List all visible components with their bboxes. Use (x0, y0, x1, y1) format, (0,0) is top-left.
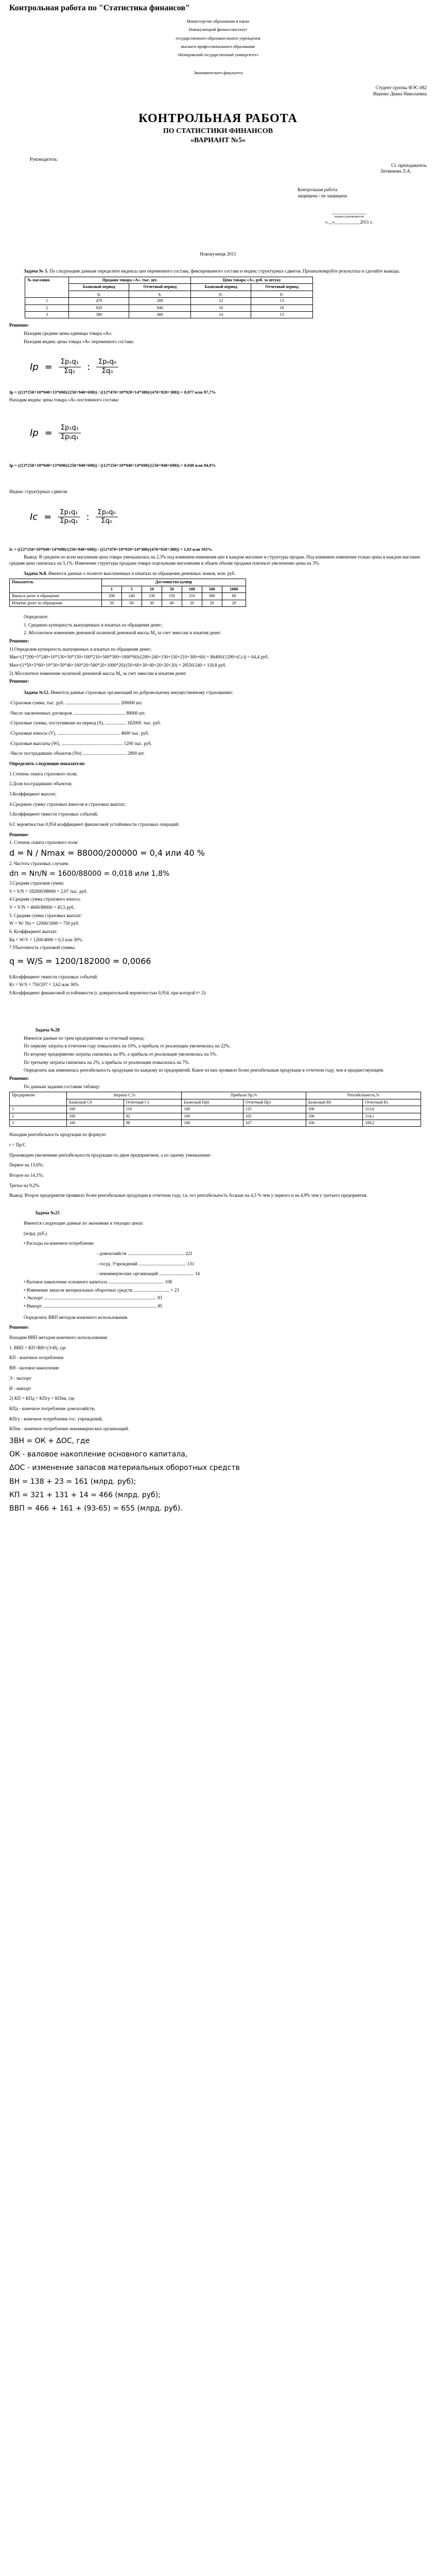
formula-line: W = W/ Nп = 12000/1600 = 750 руб. (9, 921, 79, 926)
fraction-numerator: Σp₀q₀ (96, 509, 118, 518)
fraction-numerator: Σp₁q₁ (58, 509, 80, 518)
table-cell: 105 (243, 1113, 306, 1120)
solution-label: Решение: (9, 1325, 29, 1330)
fraction-denominator: Σq₁ (64, 367, 76, 376)
formula-eq: = (44, 427, 53, 438)
fraction-numerator: Σp₀q₀ (96, 358, 118, 367)
step-text: Имеются данные по трем предприятиям за отчетный период: (24, 1035, 145, 1041)
solution-label: Решение: (9, 323, 29, 328)
table-cell: 13 (251, 298, 313, 304)
table-cell: 380 (69, 312, 129, 318)
step-text: Второе на 14,1%; (9, 1173, 44, 1178)
table-header-cell: № магазина (25, 277, 69, 298)
table-cell: 10 (251, 304, 313, 311)
calculation: КП = 321 + 131 + 14 = 466 (млрд. руб); (9, 1490, 161, 1499)
list-item: - некоммерческих организаций .............................. 14 (97, 1271, 200, 1277)
student-block (9, 85, 427, 97)
table-cell: 300 (202, 593, 222, 600)
step-text: 5. Средняя сумма страховых выплат: (9, 912, 82, 918)
table-cell: 150 (162, 593, 182, 600)
formula-line: Кв = W/V = 1200/4600 = 0,3 или 30%. (9, 937, 83, 942)
table-row (10, 600, 246, 606)
step-text: 7.Убыточность страховой суммы: (9, 945, 76, 951)
table-header-cell: 100 (182, 586, 202, 592)
table-cell: 2 (10, 1113, 67, 1120)
table-cell: 92 (124, 1113, 182, 1120)
calculation: Iс = ((12*250+10*940+14*690)/(250+940+690)) / ((12*470+10*920+14*380)/(470+920+380)) = 1,03 или 103%. (9, 547, 213, 552)
step-text: Э - экспорт (9, 1375, 32, 1381)
step-text: И - импорт (9, 1385, 31, 1391)
table-row (10, 593, 246, 600)
table-header-cell: Затраты С,% (67, 1092, 182, 1099)
question-item: 2.Доля пострадавших объектов; (9, 781, 73, 787)
table-cell: 470 (69, 298, 129, 304)
formula-fraction (59, 424, 81, 442)
list-item: -Страховые выплаты (W), ..................................................... 1200 тыс. руб. (9, 740, 152, 746)
step-text: По третьему затраты снизились на 2%, а прибыль от реализации повысилась на 7%. (24, 1059, 190, 1065)
table-cell: 100 (182, 1120, 243, 1126)
check-line: защищена / не защищена (298, 193, 347, 198)
table-cell: 98 (124, 1120, 182, 1126)
student-name: Ищенко Диана Николаевна (373, 91, 427, 96)
formula-line: Кт = W/S = 750/207 = 3,62 или 36% (9, 982, 79, 988)
formula-symbol: Ip (30, 362, 39, 373)
table-header-cell: 1000 (222, 586, 246, 592)
fraction-denominator: Σp₀q₁ (60, 517, 78, 526)
step-text: 2. Частота страховых случаев: (9, 860, 69, 866)
table-row (25, 298, 313, 304)
step-text: КП - конечное потребление (9, 1355, 64, 1361)
table-header-cell: Базисный С0 (67, 1099, 124, 1106)
step-text: 2) Абсолютное изменение наличной денежной массы М₀ за счет эмиссии и изъятия денег. (9, 670, 187, 676)
task20-table (9, 1092, 421, 1127)
formula-eq: = (44, 362, 53, 373)
step-text: 9.Коэффициент финансовой устойчивости (с доверительной вероятностью 0,954, при которой t= 2): (9, 990, 207, 996)
list-item: -Число пострадавших объектов (Nп) ...................................... 2800 шт. (9, 751, 145, 756)
task8-paragraph (9, 571, 427, 577)
table-cell: Изъятие денег из обращения (10, 600, 102, 606)
table-cell: 100 (67, 1106, 124, 1113)
table-cell: 3 (25, 312, 69, 318)
list-item: -Страховые суммы, поступившие на период (S), .................. 182000. тыс. руб. (9, 720, 161, 726)
faculty: Экономического факультета (193, 70, 243, 75)
table-header-cell: q₁ (129, 291, 191, 297)
table-header-cell: Отчетный период (251, 284, 313, 291)
step-text: ΔОС - изменение запасов материальных оборотных средств (9, 1464, 240, 1472)
task8-table (9, 579, 246, 607)
table-cell: 125 (243, 1106, 306, 1113)
supervisor-name: Литвинова Л.А. (380, 168, 411, 174)
title-sub: ПО СТАТИСТИКИ ФИНАНСОВ (163, 127, 273, 135)
table-cell: 109,2 (363, 1120, 421, 1126)
check-line: Контрольная работа (298, 187, 338, 193)
formula-fraction (96, 509, 118, 527)
table-header-cell: Базисный Пр0 (182, 1099, 243, 1106)
table-header-cell: Отчетный период (129, 284, 191, 291)
table-cell: 20 (222, 600, 246, 606)
table-cell: 40 (162, 600, 182, 606)
step-text: По второму предприятию затраты снизились на 8%, а прибыль от реализации увеличилась на 5%. (24, 1051, 217, 1057)
document-page (0, 2, 436, 2576)
task25-heading: Задача №25 (35, 1210, 60, 1216)
step-text: Находим индекс цены товара «А» постоянного состава: (9, 397, 119, 403)
table-cell: 60 (121, 600, 142, 606)
step-text: Первое на 13,6%; (9, 1162, 44, 1168)
table-header-cell: Цена товара «А», руб. за штуку (191, 277, 313, 284)
list-item: • Изменение запасов материальных оборотных средств ............................... + 23 (24, 1287, 179, 1293)
table-header-cell: Базисный период (191, 284, 251, 291)
table-cell: 3 (10, 1120, 67, 1126)
define-label: Определить ВВП методом конечного использования. (24, 1314, 129, 1320)
step-text: Находим индекс цены товара «А» переменного состава: (24, 338, 134, 344)
fraction-numerator: Σp₁q₁ (59, 424, 81, 433)
table-cell: 100 (306, 1106, 362, 1113)
list-item: -Страховая сумма, тыс. руб. ............................................... 200000 шт. (9, 700, 143, 705)
task8-text: Имеются данные о полноте выплаченных и изъятых из обращения денежных знаков, млн. руб. (48, 570, 236, 576)
city-year: Новокузнецк 2011 (200, 251, 236, 257)
step-text: КПнк - конечное потребление некоммерческих организаций. (9, 1426, 129, 1432)
table-header-cell: Отчетный R1 (363, 1099, 421, 1106)
table-cell: 480 (129, 312, 191, 318)
step-text: Производим увеличение рентабельности продукции по двум предприятием, а по одному уменьшение: (9, 1152, 212, 1158)
table-header-cell: Показатель (10, 579, 102, 593)
supervisor-label: Руководитель: (30, 157, 58, 162)
determine-label: Определить следующие показатели: (9, 760, 85, 766)
ministry-line: высшего профессионального образования (181, 44, 255, 49)
list-item: -Число заключенных договоров ............................................. 88000 шт. (9, 710, 146, 716)
formula-line: V = V/N = 4600/88000 = 45,5 руб. (9, 904, 75, 910)
calculation: Мвп=(1*200+5*240+10*130+50*150+100*210+500*300+1000*60)/(200+240+130+150+210+300+60) = 86400/(1290=(Сс)) = 64,4 руб. (9, 654, 269, 660)
task5-paragraph (9, 268, 427, 275)
step-text: Находим средние цены единицы товара «А»: (24, 331, 113, 336)
formula-symbol: Ip (30, 427, 39, 438)
table-cell: 50 (102, 600, 122, 606)
title-main: КОНТРОЛЬНАЯ РАБОТА (138, 111, 298, 125)
ministry-line: Министерство образования и науки (186, 19, 250, 24)
formula-ip-variable: Ip = $\frac{\text{Σp₁q₁}}{\text{Σq₁}}$ : $\frac{\text{Σp₀q₀}}{\text{Σq₀}}$ (30, 358, 427, 376)
calculation: ВН = 138 + 23 = 161 (млрд. руб); (9, 1477, 136, 1486)
table-cell: 107 (243, 1120, 306, 1126)
table-row (10, 1106, 421, 1113)
formula-line: d = N / Nmax = 88000/200000 = 0,4 или 40 % (9, 848, 205, 858)
task5-text: По следующим данным определите индексы цен переменного состава, фиксированного состава и индекс структурных сдвигов. Проанализируйте результаты и сделайте выводы. (49, 268, 400, 274)
table-header-cell: Достоинство купюр (102, 579, 246, 586)
formula-structural-shift: Iс = $\frac{\text{Σp₁q₁}}{\text{Σp₀q₁}}$ : $\frac{\text{Σp₀q₀}}{\text{Σq₀}}$ (30, 509, 427, 527)
list-item: • Валовое накопление основного капитала ................................................ 108 (24, 1279, 172, 1284)
calculation: ВВП = 466 + 161 + (93-65) = 655 (млрд. руб). (9, 1504, 183, 1513)
table-row (10, 1113, 421, 1120)
formula-line: r = Пр/С (9, 1142, 26, 1147)
check-block (298, 187, 427, 226)
table-cell: 100 (306, 1113, 362, 1120)
table-header-cell: 1 (102, 586, 122, 592)
table-cell: 1 (25, 298, 69, 304)
table-caption: По данным задания составим таблицу: (24, 1083, 100, 1089)
table-cell: 200 (129, 298, 191, 304)
step-text: КПгу - конечное потребление гос. учреждений, (9, 1416, 103, 1421)
solution-label: Решение: (9, 638, 29, 644)
step-text: 6. Коэффициент выплат: (9, 928, 58, 934)
step-text: По первому затраты в отчетном году повысились на 10%, а прибыль от реализации увеличилась на 22%. (24, 1043, 231, 1049)
table-header-cell: q₀ (69, 291, 129, 297)
list-item: - госуд. Учреждений ......................................... 131 (97, 1261, 195, 1266)
formula-line: dп = Nп/N = 1600/88000 = 0,018 или 1,8% (9, 869, 170, 878)
list-item: -Страховые взносы (V), ...................................................... 4600 тыс. руб. (9, 730, 149, 736)
formula-fraction (59, 358, 81, 376)
student-group: Студент группы ФЭС-082 (375, 85, 427, 91)
fraction-denominator: Σq₀ (101, 367, 113, 376)
step-text: Третье на 9,2%. (9, 1182, 40, 1188)
formula-line: q = W/S = 1200/182000 = 0,0066 (9, 956, 151, 966)
solution-label: Решение: (9, 679, 29, 684)
step-text: Имеются следующие данные по экономике в текущих ценах (24, 1220, 143, 1226)
table-cell: 940 (129, 304, 191, 311)
step-text: 1. Степень охвата страхового поля: (9, 840, 79, 845)
list-item: • Экспорт ................................................................................................. 93 (24, 1295, 162, 1301)
table-row (25, 304, 313, 311)
fraction-numerator: Σp₁q₁ (59, 358, 81, 367)
table-cell: 920 (69, 304, 129, 311)
step-text: 8.Коэффициент тяжести страховых событий: (9, 974, 98, 979)
table-cell: 12 (191, 298, 251, 304)
formula-symbol: Iс (30, 512, 38, 523)
list-item: - домохозяйств ................................................. 221 (97, 1250, 193, 1256)
table-cell: 13 (251, 312, 313, 318)
table-header-cell: p₁ (251, 291, 313, 297)
question-item: 4.Среднюю сумму страховых взносов и страховых выплат; (9, 801, 126, 807)
formula-line: S = S/N = 182000/88000 = 2,07 тыс. руб. (9, 888, 88, 894)
list-item: • Импорт .................................................................................................. 85 (24, 1303, 163, 1309)
ministry-block (9, 19, 427, 58)
step-text: Находим ВВП методом конечного использования: (9, 1335, 108, 1341)
step-text: ВН - валовое накопление (9, 1365, 59, 1371)
table-cell: 100 (306, 1120, 362, 1126)
formula-line: 3ВН = ОК + ΔОС, где (9, 1436, 90, 1445)
title-variant: «ВАРИАНТ №5» (190, 136, 246, 144)
step-text: 3.Средняя страховая сумма: (9, 880, 64, 886)
table-cell: 130 (142, 593, 162, 600)
date-line: «__»___________2011 г. (325, 219, 373, 225)
table-header-cell: Отчетный Пр1 (243, 1099, 306, 1106)
ministry-line: Новокузнецкий филиал-институт (188, 27, 248, 32)
task12-heading: Задача №12. (24, 690, 50, 696)
table-cell: Выпуск денег в обращение (10, 593, 102, 600)
table-cell: 20 (182, 600, 202, 606)
task5-table (25, 277, 313, 318)
table-row (10, 1120, 421, 1126)
table-header-cell: Прибыль Пр,% (182, 1092, 306, 1099)
formula-ip-fixed (30, 424, 427, 442)
table-header-cell: Рентабельность,% (306, 1092, 421, 1099)
table-header-cell: Базисный R0 (306, 1099, 362, 1106)
table-cell: 30 (142, 600, 162, 606)
table-cell: 210 (182, 593, 202, 600)
task5-heading: Задача № 5. (24, 268, 48, 274)
formula-fraction (96, 358, 118, 376)
table-header-cell: Базисный период (69, 284, 129, 291)
step-text: 2) КП = КПд + КПгу + КПнк, где (9, 1396, 75, 1401)
question-item: 6.С вероятностью 0,954 коэффициент финансовой устойчивости страховых операций. (9, 822, 180, 827)
step-text: (млрд. руб.) (24, 1230, 47, 1236)
supervisor-role: Ст. преподаватель (391, 162, 427, 168)
table-header-cell: Отчетный С1 (124, 1099, 182, 1106)
top-title: Контрольная работа по "Статистика финансов" (9, 4, 190, 12)
table-cell: 100 (182, 1113, 243, 1120)
question-item: 3.Коэффициент выплат; (9, 791, 57, 797)
ministry-line: «Кемеровский государственный университет» (177, 53, 259, 58)
task8-heading: Задача №8. (24, 570, 47, 576)
fraction-denominator: Σq₀ (101, 517, 112, 526)
fraction-denominator: Σp₀q₁ (60, 433, 79, 441)
task20-heading: Задача №20 (35, 1027, 60, 1032)
table-cell: 100 (67, 1113, 124, 1120)
table-cell: 20 (202, 600, 222, 606)
sign-line: _______________ (332, 209, 367, 215)
define-label: Определите: (24, 614, 49, 619)
table-cell: 200 (102, 593, 122, 600)
step-text: 1) Определим купюрность выпущенных и изъятых из обращения денег; (9, 646, 152, 652)
question-item: 1.Степень охвата страхового поля; (9, 771, 77, 776)
table-header-cell: 50 (162, 586, 182, 592)
step-text: 1. ВВП = КП+ВН+(Э-И), где (9, 1345, 66, 1350)
ministry-line: государственного образовательного учреждения (176, 36, 260, 41)
table-cell: 100 (67, 1120, 124, 1126)
sign-caption: подпись руководителя (334, 215, 364, 219)
table-header-cell: 5 (121, 586, 142, 592)
step-text: ОК - валовое накопление основного капитала, (9, 1450, 188, 1459)
table-header-cell: p₀ (191, 291, 251, 297)
table-cell: 14 (191, 312, 251, 318)
calculation: Ip = ((13*250+10*940+13*690)/(250+940+690)) / ((12*470+10*920+14*380)/(470+920+380)) = 0,977 или 97,7% (9, 389, 216, 395)
step-text: 4.Средняя сумма страхового взноса: (9, 896, 81, 902)
calculation: Миз=(1*50+5*60+10*30+50*40+100*20+500*20+1000*20)/(50+60+30+40+20+20+20) = 28550/240 = 118,8 руб. (9, 663, 226, 668)
table-cell: 2 (25, 304, 69, 311)
step-text: Определить как изменилась рентабельность продукции по каждому из предприятий. Какое из них проявило более рентабельным продукции в отчетном году, чем в предшествующем. (24, 1067, 385, 1073)
formula-fraction (58, 509, 80, 527)
table-cell: 1 (10, 1106, 67, 1113)
supervisor-block (9, 157, 427, 175)
formula-eq: = (44, 512, 52, 523)
table-cell: 114,1 (363, 1113, 421, 1120)
table-header-cell: Предприятие (10, 1092, 67, 1106)
question-item: 1. Среднюю купюрность выпущенных и изъятых из обращения денег; (24, 622, 163, 628)
task12-paragraph (9, 690, 427, 696)
step-text: КПд - конечное потребление домохозяйств, (9, 1405, 95, 1411)
table-cell: 240 (121, 593, 142, 600)
table-cell: 113,6 (363, 1106, 421, 1113)
conclusion: Вывод: Второе предприятие проявило более рентабельные продукции в отчетном году, т.к. его рентабельность больше на 4,5 % чем у первого и на 4,9% чем у третьего предприятия. (9, 1193, 368, 1198)
solution-label: Решение: (9, 832, 29, 837)
list-item: • Расходы на конечное потребление (24, 1241, 94, 1246)
table-cell: 10 (191, 304, 251, 311)
question-item: 5.Коэффициент тяжести страховых событий; (9, 811, 98, 817)
table-header-cell: Продано товара «А», тыс. шт. (69, 277, 191, 284)
conclusion: Вывод: В среднем по всем магазинам цена товара уменьшилась на 2,3% под влиянием изменения цен в каждом магазине и структуры продаж. Под влиянием изменения только цены в каждом магазине средняя цена снизилась на 5,1%. Изменение структуры продажи товара отдельными магазинами в общем объеме продажи повлекло увеличение цены на 3%. (9, 554, 421, 566)
calculation: Ip = ((13*250+10*940+13*690)/(250+940+690)) / ((12*250+10*940+14*690)/(250+940+690)) = 0,949 или 94,9% (9, 462, 216, 468)
table-header-cell: 500 (202, 586, 222, 592)
table-cell: 60 (222, 593, 246, 600)
table-cell: 100 (182, 1106, 243, 1113)
question-item: 2. Абсолютное изменение денежной наличной денежной массы М₀ за счет эмиссии и изъятия денег. (24, 630, 221, 636)
table-row (25, 312, 313, 318)
solution-label: Решение: (9, 1075, 29, 1081)
title-block (9, 111, 427, 146)
table-header-cell: 10 (142, 586, 162, 592)
step-text: Находим рентабельность продукции по формуле: (9, 1132, 107, 1138)
step-text: Индекс структурных сдвигов: (9, 488, 68, 494)
table-cell: 110 (124, 1106, 182, 1113)
task12-text: Имеются данные страховых организаций по добровольному имущественному страхованию: (50, 690, 233, 696)
